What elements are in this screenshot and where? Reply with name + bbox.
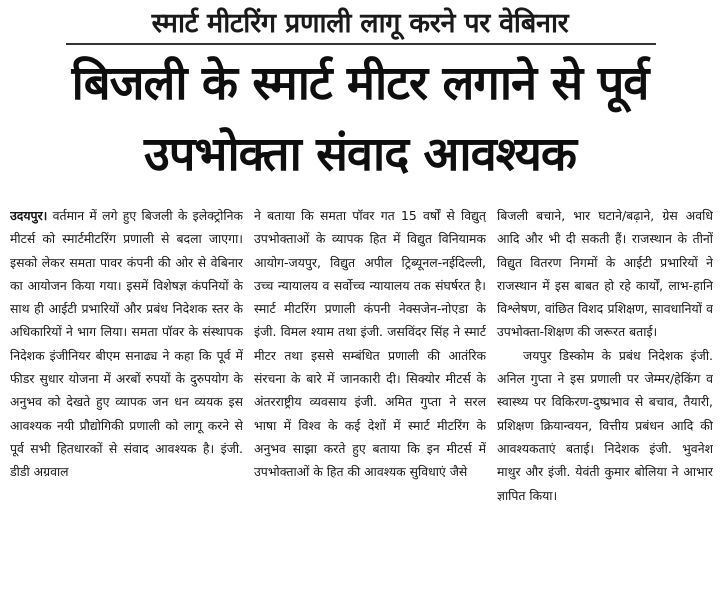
headline-line-1: बिजली के स्मार्ट मीटर लगाने से पूर्व [71,56,649,111]
dateline: उदयपुर। [10,208,48,223]
article-column-2 [254,204,486,596]
column-2-text: ने बताया कि समता पॉवर गत 15 वर्षों से विद्युत् उपभोक्ताओं के व्यापक हित में विद्युत विनियामक आयोग-जयपुर, विद्युत अपील ट्रिब्यूनल-नईदिल्ली, उच्च न्यायालय व सर्वोच्च न्यायालय तक संघर्षरत है। स्मार्ट मीटरिंग प्रणाली कंपनी नेक्सजेन-नोएडा के इंजी. विमल श्याम तथा इंजी. जसविंदर सिंह ने स्मार्ट मीटर तथा इससे सम्बंधित प्रणाली की आतंरिक संरचना के बारे में जानकारी दी। सिक्योर मीटर्स के अंतरराष्ट्रीय व्यवसाय इंजी. अमित गुप्ता ने सरल भाषा में विश्व के कई देशों में स्मार्ट मीटरिंग के अनुभव साझा करते हुए बताया कि इन मीटर्स में उपभोक्ताओं के हित की आवश्यक सुविधाएं जैसे [254,208,486,480]
kicker-headline: स्मार्ट मीटरिंग प्रणाली लागू करने पर वेबिनार [151,7,569,39]
column-3-paragraph-1: बिजली बचाने, भार घटाने/बढ़ाने, ग्रेस अवधि आदि और भी दी सकती हैं। राजस्थान के तीनों विद्युत वितरण निगमों के आईटी प्रभारियों ने राजस्थान में इस बाबत हो रहे कार्यों, लाभ-हानि विश्लेषण, वांछित विशद प्रशिक्षण, सावधानियों व उपभोक्ता-शिक्षण की जरूरत बताई। [497,208,713,340]
column-1-text: वर्तमान में लगे हुए बिजली के इलेक्ट्रोनिक मीटर्स को स्मार्टमीटरिंग प्रणाली से बदला जाएगा। इसको लेकर समता पावर कंपनी की ओर से वेबिनार का आयोजन किया गया। इसमें विशेषज्ञ कंपनियों के साथ ही आईटी प्रभारियों और प्रबंध निदेशक स्तर के अधिकारियों ने भाग लिया। समता पॉवर के संस्थापक निदेशक इंजीनियर बीएम सनाढ्य ने कहा कि पूर्व में फीडर सुधार योजना में अरबों रुपयों के दुरुपयोग के अनुभव को देखते हुए व्यापक जन धन व्ययक इस आवश्यक नयी प्रौद्योगिकी प्रणाली को लागू करने से पूर्व सभी हितधारकों से संवाद आवश्यक है। इंजी. डीडी अग्रवाल [10,208,243,480]
article-column-3 [497,204,713,596]
headline-line-2: उपभोक्ता संवाद आवश्यक [143,127,577,182]
article-column-1 [10,204,243,596]
kicker-underline [66,43,656,45]
column-1-paragraph [10,204,243,484]
column-3-paragraph-2: जयपुर डिस्कोम के प्रबंध निदेशक इंजी. अनिल गुप्ता ने इस प्रणाली पर जेम्मर/हेकिंग व स्वास्थ्य पर विकिरण-दुष्प्रभाव से बचाव, तैयारी, प्रशिक्षण क्रियान्वयन, वित्तीय प्रबंधन आदि की आवश्यकताएं बताई। निदेशक इंजी. भुवनेश माथुर और इंजी. येवंती कुमार बोलिया ने आभार ज्ञापित किया। [497,347,713,503]
